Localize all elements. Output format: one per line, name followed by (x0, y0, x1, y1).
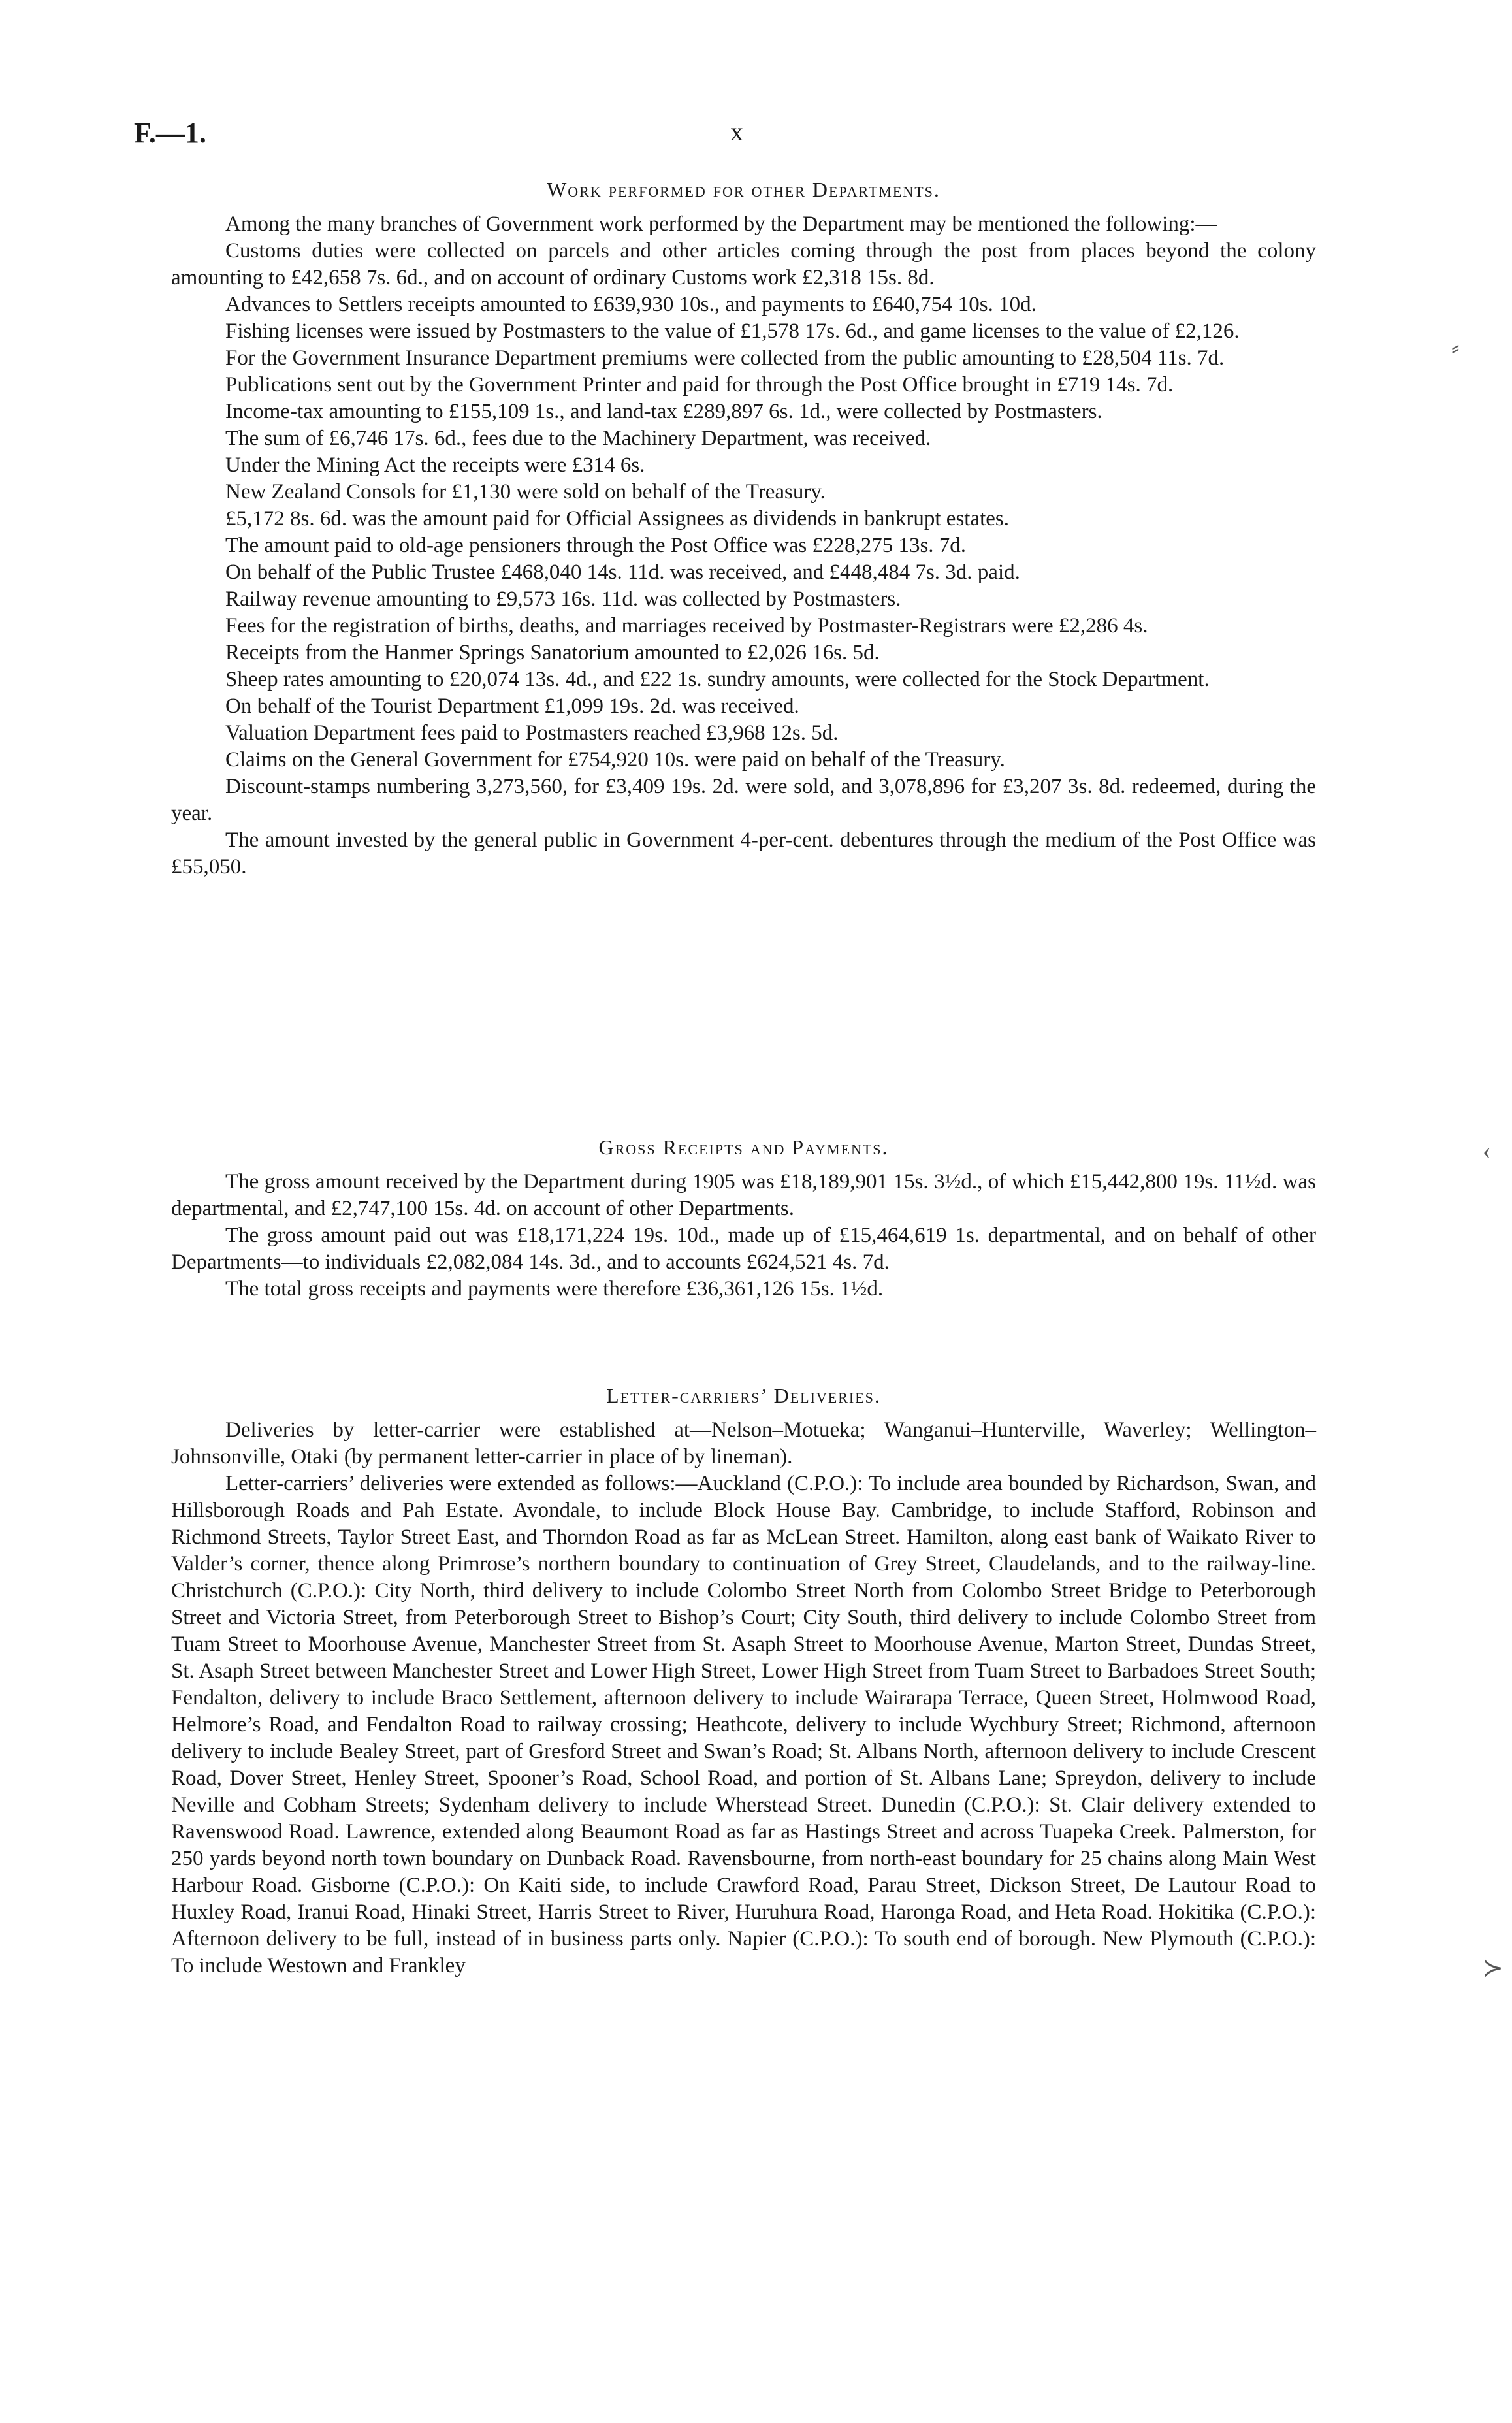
section-letter-carriers (171, 1384, 1316, 1979)
paragraph: The amount paid to old-age pensioners through the Post Office was £228,275 13s. 7d. (225, 534, 967, 557)
paragraph: Among the many branches of Government work performed by the Department may be mentioned the following:— (225, 212, 1217, 236)
paragraph: Discount-stamps numbering 3,273,560, for £3,409 19s. 2d. were sold, and 3,078,896 for £3,207 3s. 8d. redeemed, during the year. (171, 775, 1316, 825)
paragraph: Receipts from the Hanmer Springs Sanatorium amounted to £2,026 16s. 5d. (225, 641, 880, 664)
section-title: Gross Receipts and Payments. (598, 1135, 889, 1159)
paragraph: The amount invested by the general public in Government 4-per-cent. debentures through the medium of the Post Office was £55,050. (171, 828, 1316, 879)
paragraph: Deliveries by letter-carrier were established at—Nelson–Motueka; Wanganui–Hunterville, Waverley; Wellington–Johnsonville, Otaki (by permanent letter-carrier in place of by lineman). (171, 1418, 1316, 1469)
paragraph: Valuation Department fees paid to Postmasters reached £3,968 12s. 5d. (225, 721, 839, 745)
paragraph: Income-tax amounting to £155,109 1s., and land-tax £289,897 6s. 1d., were collected by Postmasters. (225, 400, 1102, 423)
margin-mark: ‹ (1483, 1137, 1491, 1165)
paragraph: Sheep rates amounting to £20,074 13s. 4d., and £22 1s. sundry amounts, were collected for the Stock Department. (225, 668, 1210, 691)
paragraph: Letter-carriers’ deliveries were extended as follows:—Auckland (C.P.O.): To include area bounded by Richardson, Swan, and Hillsborough Roads and Pah Estate. Avondale, to include Block House Bay. Cambridge, to include Stafford, Robinson and Richmond Streets, Taylor Street East, and Thorndon Road as far as McLean Street. Hamilton, along east bank of Waikato River to Valder’s corner, thence along Primrose’s northern boundary to continuation of Grey Street, Claudelands, and to the railway-line. Christchurch (C.P.O.): City North, third delivery to include Colombo Street North from Colombo Street Bridge to Peterborough Street and Victoria Street, from Peterborough Street to Bishop’s Court; City South, third delivery to include Colombo Street from Tuam Street to Moorhouse Avenue, Manchester Street from St. Asaph Street to Moorhouse Avenue, Marton Street, Dundas Street, St. Asaph Street between Manchester Street and Lower High Street, Lower High Street from Tuam Street to Barbadoes Street South; Fendalton, delivery to include Braco Settlement, afternoon delivery to include Wairarapa Terrace, Queen Street, Holmwood Road, Helmore’s Road, and Fendalton Road to railway crossing; Heathcote, delivery to include Wychbury Street; Richmond, afternoon delivery to include Bealey Street, part of Gresford Street and Swan’s Road; St. Albans North, afternoon delivery to include Crescent Road, Dover Street, Henley Street, Spooner’s Road, School Road, and portion of St. Albans Lane; Spreydon, delivery to include Neville and Cobham Streets; Sydenham delivery to include Wherstead Street. Dunedin (C.P.O.): St. Clair delivery extended to Ravenswood Road. Lawrence, extended along Beaumont Road as far as Hastings Street and across Tuapeka Creek. Palmerston, for 250 yards beyond north town boundary on Dunback Road. Ravensbourne, from north-east boundary for 25 chains along Main West Harbour Road. Gisborne (C.P.O.): On Kaiti side, to include Crawford Road, Parau Street, Dickson Street, De Lautour Road to Huxley Road, Iranui Road, Hinaki Street, Harris Street to River, Huruhura Road, Haronga Road, and Heta Road. Hokitika (C.P.O.): Afternoon delivery to be full, instead of in business parts only. Napier (C.P.O.): To south end of borough. New Plymouth (C.P.O.): To include Westown and Frankley (171, 1472, 1316, 1977)
paragraph: Fishing licenses were issued by Postmasters to the value of £1,578 17s. 6d., and game licenses to the value of £2,126. (225, 319, 1240, 343)
paragraph: The gross amount received by the Department during 1905 was £18,189,901 15s. 3½d., of which £15,442,800 19s. 11½d. was departmental, and £2,747,100 15s. 4d. on account of other Departments. (171, 1170, 1316, 1220)
section-title: Letter-carriers’ Deliveries. (606, 1384, 881, 1407)
paragraph: Railway revenue amounting to £9,573 16s. 11d. was collected by Postmasters. (225, 587, 901, 611)
paragraph: Publications sent out by the Government Printer and paid for through the Post Office brought in £719 14s. 7d. (225, 373, 1174, 397)
paragraph: The gross amount paid out was £18,171,224 19s. 10d., made up of £15,464,619 1s. departmental, and on behalf of other Departments—to individuals £2,082,084 14s. 3d., and to accounts £624,521 4s. 7d. (171, 1224, 1316, 1274)
margin-mark: ⸗ (1451, 334, 1460, 361)
paragraph: Under the Mining Act the receipts were £314 6s. (225, 453, 645, 477)
margin-mark: ≻ (1483, 1955, 1504, 1982)
section-title: Work performed for other Departments. (547, 178, 941, 201)
paragraph: Advances to Settlers receipts amounted to £639,930 10s., and payments to £640,754 10s. 10d. (225, 293, 1037, 316)
paragraph: For the Government Insurance Department premiums were collected from the public amounting to £28,504 11s. 7d. (225, 346, 1225, 370)
paragraph: The sum of £6,746 17s. 6d., fees due to the Machinery Department, was received. (225, 427, 931, 450)
document-code: F.—1. (134, 117, 206, 149)
paragraph: On behalf of the Tourist Department £1,099 19s. 2d. was received. (225, 694, 799, 718)
paragraph: On behalf of the Public Trustee £468,040 14s. 11d. was received, and £448,484 7s. 3d. paid. (225, 561, 1020, 584)
paragraph: New Zealand Consols for £1,130 were sold on behalf of the Treasury. (225, 480, 826, 504)
paragraph: £5,172 8s. 6d. was the amount paid for Official Assignees as dividends in bankrupt estates. (225, 507, 1010, 530)
section-other-departments (171, 178, 1316, 881)
paragraph: The total gross receipts and payments were therefore £36,361,126 15s. 1½d. (225, 1277, 884, 1301)
section-gross-receipts (171, 1135, 1316, 1303)
page-number: x (730, 117, 743, 146)
paragraph: Customs duties were collected on parcels and other articles coming through the post from places beyond the colony amounting to £42,658 7s. 6d., and on account of ordinary Customs work £2,318 15s. 8d. (171, 239, 1316, 289)
paragraph: Claims on the General Government for £754,920 10s. were paid on behalf of the Treasury. (225, 748, 1005, 772)
paragraph: Fees for the registration of births, deaths, and marriages received by Postmaster-Registrars were £2,286 4s. (225, 614, 1148, 638)
